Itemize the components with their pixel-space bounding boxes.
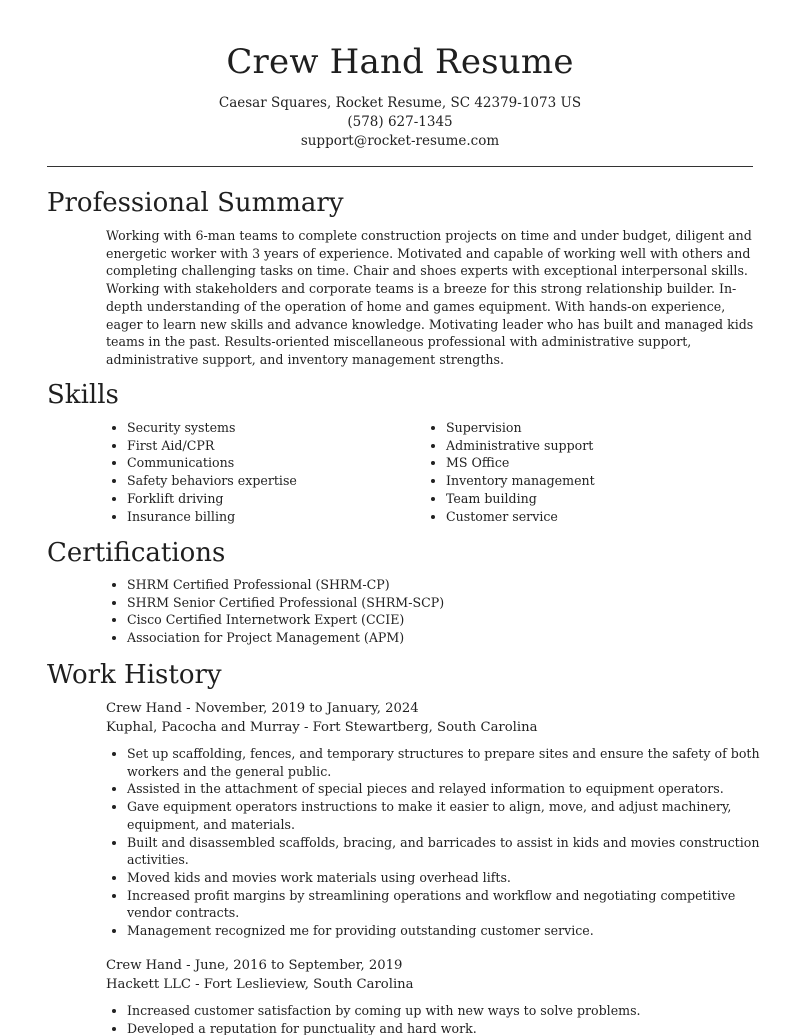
certification-item: • SHRM Certified Professional (SHRM-CP) [127, 576, 767, 594]
job-duties-list [106, 745, 777, 940]
job-duty-item: • Assisted in the attachment of special pieces and relayed information to equipment operators. [127, 780, 777, 798]
job-duty-item: • Built and disassembled scaffolds, bracing, and barricades to assist in kids and movies construction activities. [127, 834, 777, 869]
skill-item: • Inventory management [446, 472, 746, 490]
certification-item: • Cisco Certified Internetwork Expert (CCIE) [127, 611, 767, 629]
resume-title: Crew Hand Resume [226, 42, 574, 82]
certification-item: • Association for Project Management (APM) [127, 629, 767, 647]
job-title-line: Crew Hand - June, 2016 to September, 2019 [106, 958, 403, 973]
skill-item: • First Aid/CPR [127, 437, 417, 455]
job-title-line: Crew Hand - November, 2019 to January, 2024 [106, 701, 419, 716]
header-divider [47, 166, 753, 167]
contact-email: support@rocket-resume.com [300, 133, 500, 149]
skill-item: • Security systems [127, 419, 417, 437]
skill-item: • MS Office [446, 454, 746, 472]
contact-phone: (578) 627-1345 [347, 114, 453, 130]
skills-heading: Skills [47, 380, 119, 410]
skill-item: • Safety behaviors expertise [127, 472, 417, 490]
certifications-heading: Certifications [47, 538, 226, 568]
skill-item: • Administrative support [446, 437, 746, 455]
skill-item: • Forklift driving [127, 490, 417, 508]
job-duty-item: • Set up scaffolding, fences, and temporary structures to prepare sites and ensure the safety of both workers and the general public. [127, 745, 777, 780]
summary-heading: Professional Summary [47, 188, 344, 218]
certifications-list [106, 576, 767, 647]
job-company-line: Kuphal, Pacocha and Murray - Fort Stewartberg, South Carolina [106, 720, 538, 735]
job-duties-list [106, 1002, 777, 1035]
skill-item: • Customer service [446, 508, 746, 526]
job-duty-item: • Gave equipment operators instructions to make it easier to align, move, and adjust machinery, equipment, and materials. [127, 798, 777, 833]
job-duty-item: • Developed a reputation for punctuality and hard work. [127, 1020, 777, 1035]
skill-item: • Insurance billing [127, 508, 417, 526]
skills-list-left [106, 419, 417, 525]
skill-item: • Team building [446, 490, 746, 508]
job-company-line: Hackett LLC - Fort Leslieview, South Carolina [106, 977, 414, 992]
skill-item: • Supervision [446, 419, 746, 437]
job-duty-item: • Management recognized me for providing outstanding customer service. [127, 922, 777, 940]
skills-list-right [425, 419, 746, 525]
work-history-heading: Work History [47, 660, 222, 690]
job-duty-item: • Increased profit margins by streamlining operations and workflow and negotiating competitive vendor contracts. [127, 887, 777, 922]
job-duty-item: • Increased customer satisfaction by coming up with new ways to solve problems. [127, 1002, 777, 1020]
certification-item: • SHRM Senior Certified Professional (SHRM-SCP) [127, 594, 767, 612]
summary-text: Working with 6-man teams to complete construction projects on time and under budget, diligent and energetic worker with 3 years of experience. Motivated and capable of working well with others and completing challenging tasks on time. Chair and shoes experts with exceptional interpersonal skills. Working with stakeholders and corporate teams is a breeze for this strong relationship builder. In-depth understanding of the operation of home and games equipment. With hands-on experience, eager to learn new skills and advance knowledge. Motivating leader who has built and managed kids teams in the past. Results-oriented miscellaneous professional with administrative support, administrative support, and inventory management strengths. [106, 228, 754, 367]
job-duty-item: • Moved kids and movies work materials using overhead lifts. [127, 869, 777, 887]
skill-item: • Communications [127, 454, 417, 472]
contact-address: Caesar Squares, Rocket Resume, SC 42379-1073 US [218, 95, 582, 111]
